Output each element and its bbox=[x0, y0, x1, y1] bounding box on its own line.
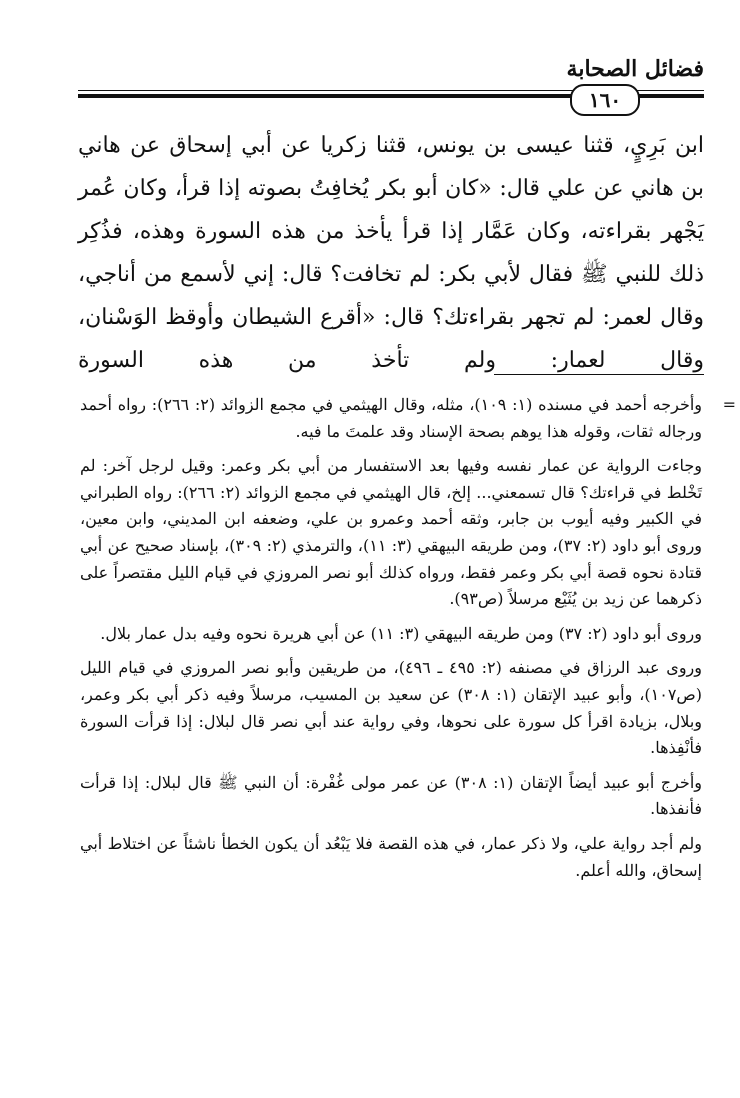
footnote-paragraph: ولم أجد رواية علي، ولا ذكر عمار، في هذه القصة فلا يَبْعُد أن يكون الخطأ ناشئاً عن اختلاط أبي إسحاق، والله أعلم. bbox=[80, 833, 702, 880]
footnote-paragraph: وروى عبد الرزاق في مصنفه (٢: ٤٩٥ ـ ٤٩٦)، من طريقين وأبو نصر المروزي في قيام الليل (ص١٠٧)، وأبو عبيد الإتقان (١: ٣٠٨) عن سعيد بن المسيب، مرسلاً وفيه ذكر أبي بكر وعمر، وبلال، بزيادة اقرأ كل سورة على نحوها، وفي رواية عند أبي نصر قال لبلال: إذا قرأت السورة فأنْفِذها. bbox=[80, 658, 702, 758]
footnote-paragraph: وأخرج أبو عبيد أيضاً الإتقان (١: ٣٠٨) عن عمر مولى غُفْرة: أن النبي ﷺ قال لبلال: إذا قرأت فأنفذها. bbox=[80, 772, 702, 819]
footnote-paragraph bbox=[80, 392, 736, 445]
running-header-title: فضائل الصحابة bbox=[566, 56, 704, 82]
footnote-text: وأخرجه أحمد في مسنده (١: ١٠٩)، مثله، وقال الهيثمي في مجمع الزوائد (٢: ٢٦٦): رواه أحمد ورجاله ثقات، وقوله هذا يوهم بصحة الإسناد وقد علمتَ ما فيه. bbox=[80, 395, 703, 441]
footnote-paragraph: وروى أبو داود (٢: ٣٧) ومن طريقه البيهقي (٣: ١١) عن أبي هريرة نحوه وفيه بدل عمار بلال. bbox=[100, 623, 702, 643]
page-number: ١٦٠ bbox=[570, 84, 640, 116]
footnote-continuation-marker: = bbox=[722, 395, 736, 414]
main-text: ابن بَرِيٍ، قثنا عيسى بن يونس، قثنا زكريا عن أبي إسحاق عن هاني بن هاني عن علي قال: «كان أبو بكر يُخافِتُ بصوته إذا قرأ، وكان عُمر يَجْهر بقراءته، وكان عَمَّار إذا قرأ يأخذ من هذه السورة وهذه، فذُكِر ذلك للنبي ﷺ فقال لأبي بكر: لم تخافت؟ قال: إني لأسمع من أناجي، وقال لعمر: لم تجهر بقراءتك؟ قال: «أقرع الشيطان وأوقظ الوَسْنان، وقال لعمار: ولم تأخذ من هذه السورة bbox=[78, 133, 704, 373]
footnote-separator bbox=[494, 374, 704, 375]
footnotes bbox=[80, 392, 736, 892]
footnote-paragraph: وجاءت الرواية عن عمار نفسه وفيها بعد الاستفسار من أبي بكر وعمر: وقيل لرجل آخر: لم تَخْلط في قراءتك؟ قال تسمعني... إلخ، قال الهيثمي في مجمع الزوائد (٢: ٢٦٦): رواه الطبراني في الكبير وفيه أيوب بن جابر، وثقه أحمد وعمرو بن علي، وضعفه ابن المديني، وابن معين، وروى أبو داود (٢: ٣٧)، ومن طريقه البيهقي (٣: ١١)، والترمذي (٢: ٣٠٩)، بإسناد صحيح عن أبي قتادة نحوه قصة أبي بكر وعمر فقط، ورواه كذلك أبو نصر المروزي في قيام الليل مقتصراً على ذكرهما عن زيد بن يُثَيْع مرسلاً (ص٩٣). bbox=[80, 456, 703, 609]
